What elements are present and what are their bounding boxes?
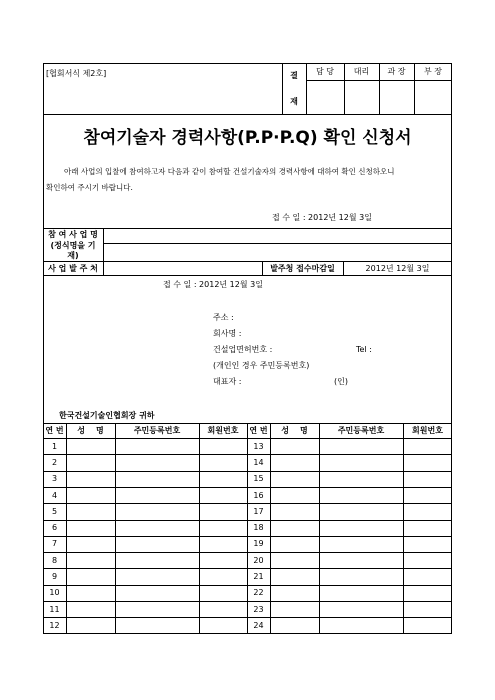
header-member-left: 회원번호 xyxy=(207,426,239,435)
header-rrn-right: 주민등록번호 xyxy=(337,426,385,435)
project-name-label-1: 참 여 사 업 명 xyxy=(48,230,98,239)
row-number-left: 10 xyxy=(49,588,60,598)
row-number-left: 9 xyxy=(51,572,58,582)
intro-text-line2: 확인하여 주시기 바랍니다. xyxy=(46,182,133,192)
company-field: 회사명 : xyxy=(213,328,242,338)
row-number-right: 20 xyxy=(253,555,264,565)
intro-text-line1: 아래 사업의 입찰에 참여하고자 다음과 같이 참여할 건설기술자의 경력사항에 대하여 확인 신청하오니 xyxy=(64,166,395,176)
approval-role-director: 부 장 xyxy=(424,67,442,76)
header-no-right: 연 번 xyxy=(249,426,268,435)
row-number-right: 18 xyxy=(253,523,264,533)
personal-id-note: (개인인 경우 주민등록번호) xyxy=(213,360,310,370)
license-field: 건설업면허번호 : xyxy=(213,344,273,354)
approval-role-manager: 과 장 xyxy=(387,67,406,76)
header-name-right: 성 명 xyxy=(281,426,308,435)
approval-label-top: 결 xyxy=(290,70,298,80)
row-number-left: 7 xyxy=(51,539,58,549)
row-number-left: 2 xyxy=(51,457,58,467)
row-number-right: 23 xyxy=(253,604,264,614)
approval-role-deputy: 대리 xyxy=(353,67,370,76)
header-divider xyxy=(43,114,452,115)
project-name-label-2: (정식명을 기 xyxy=(50,241,96,250)
row-number-left: 4 xyxy=(51,490,58,500)
row-number-right: 15 xyxy=(253,474,264,484)
project-bottom-border xyxy=(43,275,452,276)
recipient-line: 한국건설기술인협회장 귀하 xyxy=(59,410,155,420)
receipt-date-top: 접 수 일 : 2012년 12월 3일 xyxy=(272,212,372,222)
row-number-left: 11 xyxy=(49,604,60,614)
project-name-inner-line xyxy=(103,243,452,244)
row-number-right: 22 xyxy=(253,588,264,598)
tel-field: Tel : xyxy=(356,344,372,354)
project-deadline-label: 발주청 접수마감일 xyxy=(270,263,335,273)
row-number-left: 1 xyxy=(51,441,58,451)
approval-label-bottom: 재 xyxy=(290,96,298,106)
row-number-left: 8 xyxy=(51,555,58,565)
header-no-left: 연 번 xyxy=(45,426,64,435)
row-number-left: 6 xyxy=(51,523,58,533)
receipt-date: 접 수 일 : 2012년 12월 3일 xyxy=(163,279,263,289)
row-number-right: 24 xyxy=(253,620,264,630)
page-title: 참여기술자 경력사항(P.P·P.Q) 확인 신청서 xyxy=(83,127,412,148)
header-member-right: 회원번호 xyxy=(412,426,443,435)
project-deadline-value: 2012년 12월 3일 xyxy=(365,263,430,273)
form-code: [협회서식 제2호] xyxy=(46,68,107,78)
project-name-label-3: 재) xyxy=(67,251,79,260)
approval-role-staff: 담 당 xyxy=(316,67,334,76)
row-number-left: 12 xyxy=(49,620,60,630)
project-top-border xyxy=(43,228,452,229)
project-client-label: 사 업 발 주 처 xyxy=(48,263,98,273)
seal-mark: (인) xyxy=(334,376,348,386)
row-number-right: 14 xyxy=(253,457,264,467)
row-number-right: 17 xyxy=(253,506,264,516)
personnel-table xyxy=(43,423,452,634)
address-field: 주소 : xyxy=(213,312,234,322)
header-name-left: 성 명 xyxy=(77,426,104,435)
header-rrn-left: 주민등록번호 xyxy=(133,426,181,435)
project-label-divider xyxy=(103,228,104,275)
row-number-right: 13 xyxy=(253,441,264,451)
ceo-field: 대표자 : xyxy=(213,376,242,386)
row-number-left: 3 xyxy=(51,474,58,484)
approval-row-divider xyxy=(306,80,452,81)
row-number-right: 16 xyxy=(253,490,264,500)
row-number-left: 5 xyxy=(51,506,58,516)
row-number-right: 21 xyxy=(253,572,264,582)
row-number-right: 19 xyxy=(253,539,264,549)
